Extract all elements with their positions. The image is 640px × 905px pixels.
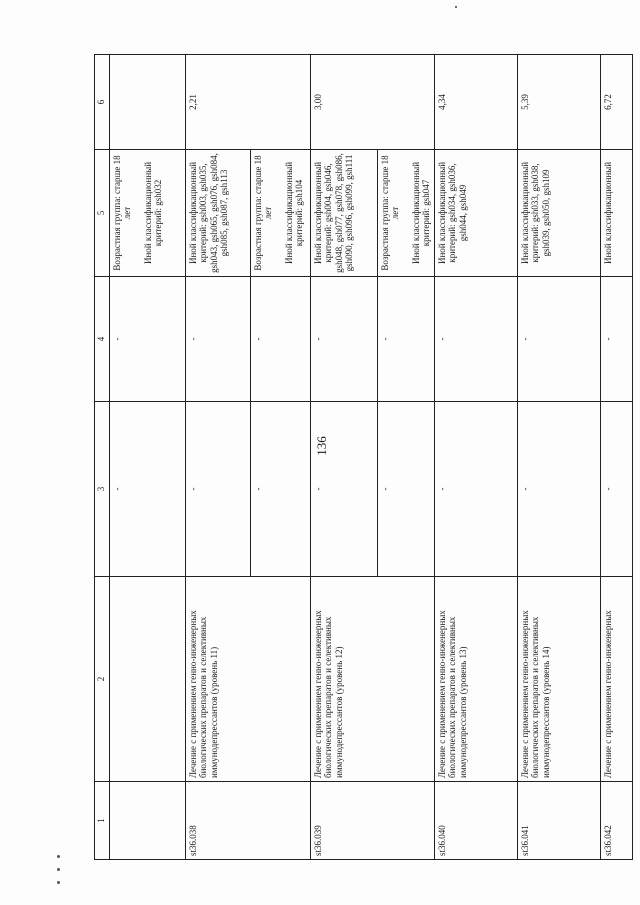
- header-col-4: 4: [95, 277, 110, 402]
- row-name: Лечение с применением генно-инженерных: [601, 577, 633, 782]
- criteria-cell: Иной классификационный критерий: gsh004, gsh046, gsh048, gsh077, gsh078, gsh086, gsh090, gsh096, gsh099, gsh111: [311, 150, 378, 277]
- header-col-6: 6: [95, 55, 110, 150]
- table-subrow: - - Возрастная группа: старше 18 лет Иной классификационный критерий: gsh047: [378, 55, 435, 860]
- row-coef: 2,21: [186, 55, 311, 150]
- row-name: Лечение с применением генно-инженерных биологических препаратов и селективных иммунодепрессантов (уровень 11): [186, 577, 311, 782]
- table-row: st36.039 Лечение с применением генно-инженерных биологических препаратов и селективных иммунодепрессантов (уровень 12) - - Иной классификационный критерий: gsh004, gsh046, gsh048, gsh077, gsh078, gsh086, gsh090, gsh096, gsh099, gsh111 3,00: [311, 55, 378, 860]
- row-name: Лечение с применением генно-инженерных биологических препаратов и селективных иммунодепрессантов (уровень 12): [311, 577, 435, 782]
- header-col-5: 5: [95, 150, 110, 277]
- row-name: Лечение с применением генно-инженерных биологических препаратов и селективных иммунодепрессантов (уровень 14): [518, 577, 601, 782]
- row-code: st36.042: [601, 782, 633, 860]
- header-col-2: 2: [95, 577, 110, 782]
- row-code: st36.041: [518, 782, 601, 860]
- tariff-table: [94, 54, 633, 860]
- row-coef: 6,72: [601, 55, 633, 150]
- table-subrow: - - Возрастная группа: старше 18 лет Иной классификационный критерий: gsh104: [251, 55, 311, 860]
- page-number: 136: [314, 436, 329, 456]
- row-coef: 5,39: [518, 55, 601, 150]
- header-col-3: 3: [95, 402, 110, 577]
- criteria-cell: Иной классификационный критерий: gsh003, gsh035, gsh043, gsh065, gsh076, gsh084, gsh085, gsh087, gsh113: [186, 150, 251, 277]
- criteria-cell: Иной классификационный критерий: gsh033, gsh038, gsh039, gsh050, gsh109: [518, 150, 601, 277]
- table-row: st36.038 Лечение с применением генно-инженерных биологических препаратов и селективных иммунодепрессантов (уровень 11) - - Иной классификационный критерий: gsh003, gsh035, gsh043, gsh065, gsh076, gsh084, gsh085, gsh087, gsh113 2,21: [186, 55, 251, 860]
- table-row-continuation: - - Возрастная группа: старше 18 лет Иной классификационный критерий: gsh032: [110, 55, 186, 860]
- table-row: st36.040 Лечение с применением генно-инженерных биологических препаратов и селективных иммунодепрессантов (уровень 13) - - Иной классификационный критерий: gsh034, gsh036, gsh044, gsh049 4,34: [435, 55, 518, 860]
- row-code: st36.039: [311, 782, 435, 860]
- row-code: st36.038: [186, 782, 311, 860]
- criteria-cell: Возрастная группа: старше 18 лет Иной классификационный критерий: gsh104: [251, 150, 311, 277]
- row-name: Лечение с применением генно-инженерных биологических препаратов и селективных иммунодепрессантов (уровень 13): [435, 577, 518, 782]
- scan-dot: [455, 6, 457, 8]
- row-code: st36.040: [435, 782, 518, 860]
- rotated-table-container: [94, 55, 613, 860]
- margin-marks: [57, 855, 63, 895]
- table-row: st36.041 Лечение с применением генно-инженерных биологических препаратов и селективных иммунодепрессантов (уровень 14) - - Иной классификационный критерий: gsh033, gsh038, gsh039, gsh050, gsh109 5,39: [518, 55, 601, 860]
- criteria-cell: Иной классификационный критерий: gsh034, gsh036, gsh044, gsh049: [435, 150, 518, 277]
- row-coef: 3,00: [311, 55, 435, 150]
- row-coef: 4,34: [435, 55, 518, 150]
- criteria-cell: Иной классификационный: [601, 150, 633, 277]
- criteria-cell: Возрастная группа: старше 18 лет Иной классификационный критерий: gsh032: [110, 150, 186, 277]
- criteria-cell: Возрастная группа: старше 18 лет Иной классификационный критерий: gsh047: [378, 150, 435, 277]
- header-col-1: 1: [95, 782, 110, 860]
- header-row: [95, 55, 110, 860]
- table-row: st36.042 Лечение с применением генно-инженерных - - Иной классификационный 6,72: [601, 55, 633, 860]
